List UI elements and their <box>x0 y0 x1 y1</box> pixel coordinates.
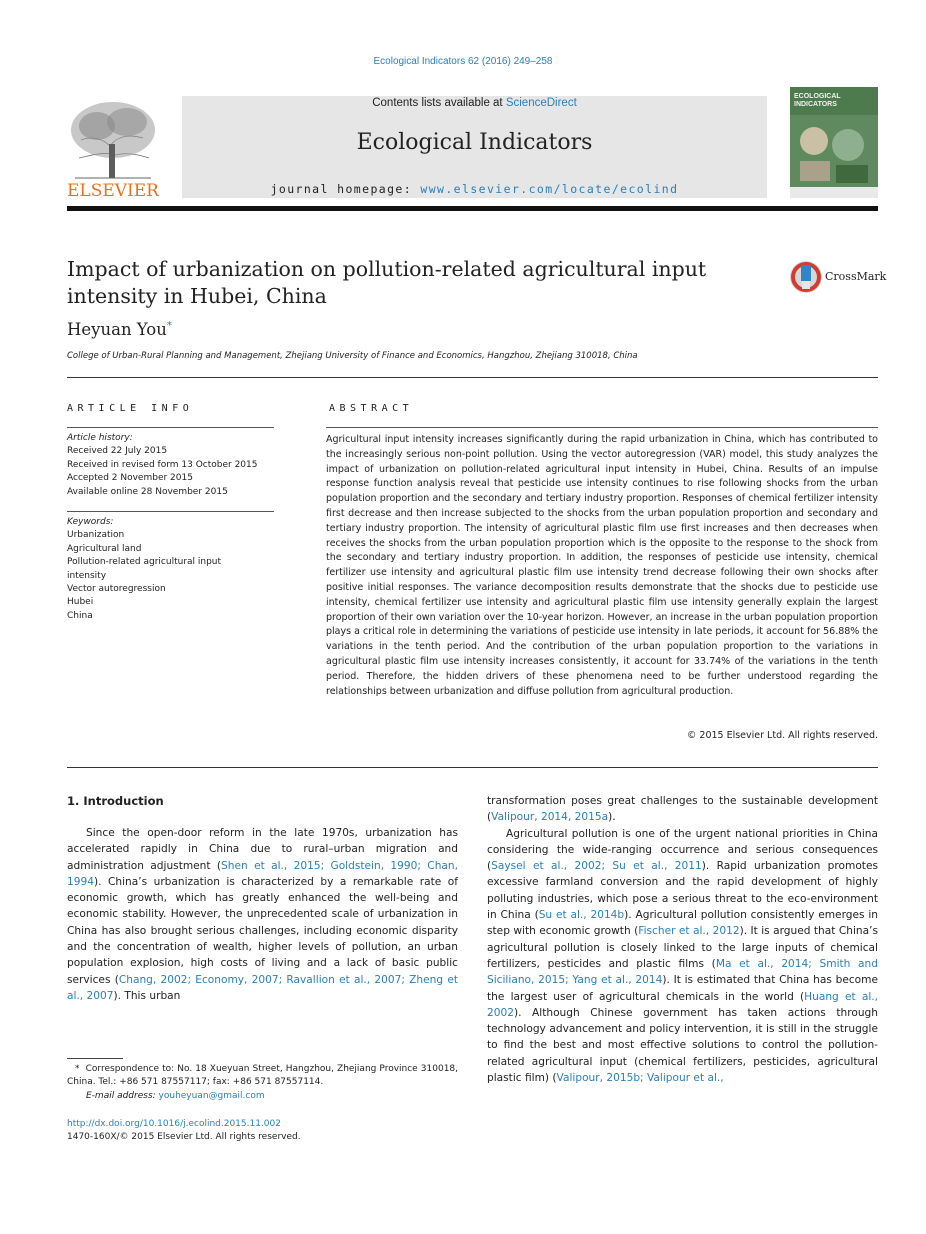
citation-link[interactable]: Saysel et al., 2002; Su et al., 2011 <box>491 860 702 873</box>
history-item: Received 22 July 2015 <box>67 446 168 457</box>
email-line: E-mail address: youheyuan@gmail.com <box>86 1090 265 1101</box>
history-item: Accepted 2 November 2015 <box>67 473 193 484</box>
journal-title: Ecological Indicators <box>356 130 593 155</box>
history-item: Available online 28 November 2015 <box>67 486 228 497</box>
intro-right-column <box>487 793 878 1086</box>
citation-link[interactable]: Valipour, 2014, 2015a <box>491 811 609 824</box>
journal-banner <box>182 96 767 198</box>
header-rule <box>67 206 878 211</box>
elsevier-wordmark: ELSEVIER <box>67 181 159 200</box>
contents-line: Contents lists available at ScienceDirect <box>372 97 577 109</box>
intro-left-column <box>67 825 458 1004</box>
journal-homepage-link[interactable]: www.elsevier.com/locate/ecolind <box>420 182 679 196</box>
citation-link[interactable]: Su et al., 2014b <box>538 909 625 922</box>
email-link[interactable]: youheyuan@gmail.com <box>158 1090 265 1101</box>
journal-cover <box>790 87 878 198</box>
author-name[interactable]: Heyuan You* <box>67 320 172 339</box>
author-footnote-mark[interactable]: * <box>166 320 172 332</box>
citation-link[interactable]: Chang, 2002; Economy, 2007; Ravallion et al., 2007; Zheng et al., 2007 <box>67 973 458 1002</box>
keywords: Keywords: Urbanization Agricultural land Pollution-related agricultural input intensity Vector autoregression Hubei China <box>67 516 257 623</box>
affiliation: College of Urban-Rural Planning and Management, Zhejiang University of Finance and Economics, Hangzhou, Zhejiang 310018, China <box>67 351 638 361</box>
keyword-item: Agricultural land <box>67 543 142 554</box>
citation-link[interactable]: Valipour, 2015b; Valipour et al., <box>556 1072 724 1085</box>
correspondence-footnote: * Correspondence to: No. 18 Xueyuan Street, Hangzhou, Zhejiang Province 310018, China. Tel.: +86 571 87557117; fax: +86 571 87557114. E-mail address: youheyuan@gmail.com <box>67 1063 458 1103</box>
section-heading-introduction: 1. Introduction <box>67 794 164 808</box>
citation-link[interactable]: Ma et al., 2014; Smith and Siciliano, 2015; Yang et al., 2014 <box>487 957 878 987</box>
abstract-end-rule <box>67 767 878 768</box>
affiliation-rule <box>67 377 878 378</box>
elsevier-logo <box>67 96 159 200</box>
crossmark-label[interactable]: CrossMark <box>825 270 887 283</box>
issn-line: 1470-160X/© 2015 Elsevier Ltd. All rights reserved. <box>67 1132 301 1143</box>
article-info-rule <box>67 427 274 428</box>
intro-paragraph-1-continued: transformation poses great challenges to the sustainable development (Valipour, 2014, 2015a). <box>487 795 878 824</box>
abstract-heading: ABSTRACT <box>329 403 414 414</box>
keyword-item: Pollution-related agricultural input intensity <box>67 557 222 581</box>
sciencedirect-link[interactable]: ScienceDirect <box>505 97 577 109</box>
abstract-copyright: © 2015 Elsevier Ltd. All rights reserved. <box>686 730 878 741</box>
article-title: Impact of urbanization on pollution-related agricultural input intensity in Hubei, China <box>67 257 707 308</box>
abstract-text: Agricultural input intensity increases significantly during the rapid urbanization in China, which has contributed to the increasingly serious non-point pollution. Using the vector autoregression (VAR) model, this study analyzes the impact of urbanization on pollution-related agricultural input intensity in Hubei, China. Results of an impulse response function analysis reveal that pesticide use intensity continues to rise following shocks from the urban population proportion and the secondary and tertiary industry proportion. Responses of chemical fertilizer intensity first decrease and then increase subjected to the shocks from the urban population proportion and secondary and tertiary industry proportion. The intensity of agricultural plastic film use first increases and then decreases when receives the shocks from the urban population proportion which is the opposite to the response to the shock from the secondary and tertiary industry proportion. In addition, the responses of pesticide use intensity, chemical fertilizer use intensity and agricultural plastic film use intensity trend decrease following their own shocks after positive initial responses. The variance decomposition results demonstrate that the shocks due to pesticide use intensity, chemical fertilizer use intensity and agricultural plastic film use intensity generally explain the largest proportion of their own variation over the 10-year horizon. However, an increase in the urban population proportion plays a critical role in determining the variations of pesticide use intensity in late periods, it account for 56.88% the variations in the tenth period. And the contribution of the urban population proportion to the variations in agricultural plastic film use intensity increases consistently, it account for 33.74% of the variations in the tenth period. Therefore, the hidden drivers of these phenomena need to be further understood regarding the relationships between urbanization and diffuse pollution from agricultural production. <box>326 434 878 697</box>
keyword-item: Urbanization <box>67 530 125 541</box>
intro-paragraph-1: Since the open-door reform in the late 1970s, urbanization has accelerated rapidly in China due to rural–urban migration and administration adjustment (Shen et al., 2015; Goldstein, 1990; Chan, 1994). China’s urbanization is characterized by a remarkable rate of economic growth, which has greatly enhanced the well-being and economic stability. However, the unprecedented scale of urbanization in China has also brought serious challenges, including economic disparity and the concentration of wealth, higher levels of pollution, an urban population explosion, high costs of living and a lack of basic public services (Chang, 2002; Economy, 2007; Ravallion et al., 2007; Zheng et al., 2007). This urban <box>67 827 458 1002</box>
history-item: Received in revised form 13 October 2015 <box>67 459 258 470</box>
article-history: Article history: Received 22 July 2015 Received in revised form 13 October 2015 Accepted 2 November 2015 Available online 28 November 2015 <box>67 432 277 499</box>
footnote-rule <box>67 1058 123 1059</box>
citation-link[interactable]: Fischer et al., 2012 <box>638 925 740 938</box>
cover-title: ECOLOGICAL INDICATORS <box>794 93 841 108</box>
crossmark-icon <box>788 259 824 295</box>
article-info-heading: ARTICLE INFO <box>67 403 194 414</box>
doi-block <box>67 1118 467 1145</box>
doi-link[interactable]: http://dx.doi.org/10.1016/j.ecolind.2015.11.002 <box>67 1119 281 1129</box>
keyword-item: China <box>67 610 93 621</box>
keyword-item: Vector autoregression <box>67 584 166 595</box>
citation-link[interactable]: Huang et al., 2002 <box>487 990 878 1019</box>
abstract-rule <box>326 427 878 428</box>
keyword-item: Hubei <box>67 597 94 608</box>
journal-citation[interactable]: Ecological Indicators 62 (2016) 249–258 <box>373 56 553 67</box>
journal-homepage: journal homepage: www.elsevier.com/locate/ecolind <box>270 182 679 196</box>
intro-paragraph-2: Agricultural pollution is one of the urgent national priorities in China considering the wide-ranging occurrence and serious consequences (Saysel et al., 2002; Su et al., 2011). Rapid urbanization promotes excessive farmland conversion and the rapid development of highly polluting industries, which pose a serious threat to the eco-environment in China (Su et al., 2014b). Agricultural pollution consistently emerges in step with economic growth (Fischer et al., 2012). It is argued that China’s agricultural pollution is closely linked to the large inputs of chemical fertilizers, pesticides and plastic films (Ma et al., 2014; Smith and Siciliano, 2015; Yang et al., 2014). It is estimated that China has become the largest user of agricultural chemicals in the world (Huang et al., 2002). Although Chinese government has taken actions through technology advancement and policy intervention, it is still in the struggle to find the best and most effective solutions to control the pollution-related agricultural input (chemical fertilizers, pesticides, agricultural plastic film) (Valipour, 2015b; Valipour et al., <box>487 827 878 1085</box>
citation-link[interactable]: Shen et al., 2015; Goldstein, 1990; Chan, 1994 <box>67 859 458 888</box>
keywords-rule <box>67 511 274 512</box>
